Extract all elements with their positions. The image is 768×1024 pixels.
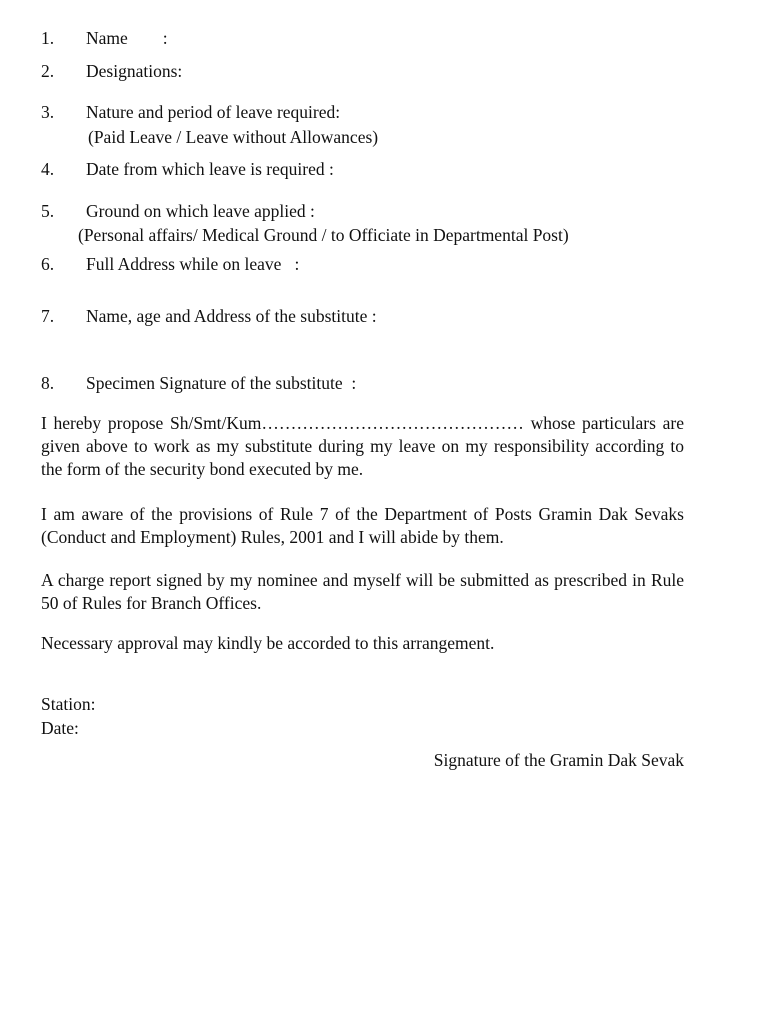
paragraph-proposal: I hereby propose Sh/Smt/Kum……………………………………… whose particulars are given above to work as my substitute during my leave on my responsibility according to the form of the security bond executed by me.: [41, 413, 684, 479]
item-number-6: 6.: [41, 254, 55, 274]
item-label-specimen-signature: Specimen Signature of the substitute :: [86, 373, 357, 393]
item-number-1: 1.: [41, 28, 55, 48]
item-number-2: 2.: [41, 61, 55, 81]
item-label-full-address: Full Address while on leave :: [86, 254, 300, 274]
signature-label: Signature of the Gramin Dak Sevak: [433, 750, 684, 770]
item-label-ground: Ground on which leave applied :: [86, 201, 315, 221]
date-label: Date:: [41, 718, 79, 738]
paragraph-approval-request: Necessary approval may kindly be accorded to this arrangement.: [41, 633, 495, 653]
item-sub-ground-options: (Personal affairs/ Medical Ground / to Officiate in Departmental Post): [78, 225, 569, 245]
item-label-substitute-details: Name, age and Address of the substitute :: [86, 306, 377, 326]
item-number-5: 5.: [41, 201, 55, 221]
item-number-7: 7.: [41, 306, 55, 326]
item-sub-leave-types: (Paid Leave / Leave without Allowances): [88, 127, 379, 147]
paragraph-rule-awareness: I am aware of the provisions of Rule 7 of the Department of Posts Gramin Dak Sevaks (Conduct and Employment) Rules, 2001 and I will abide by them.: [41, 504, 684, 547]
item-number-8: 8.: [41, 373, 55, 393]
paragraph-charge-report: A charge report signed by my nominee and myself will be submitted as prescribed in Rule 50 of Rules for Branch Offices.: [41, 570, 684, 613]
item-label-nature-of-leave: Nature and period of leave required:: [86, 102, 341, 122]
item-label-name: Name :: [86, 28, 168, 48]
item-label-designations: Designations:: [86, 61, 183, 81]
item-number-4: 4.: [41, 159, 55, 179]
station-label: Station:: [41, 694, 96, 714]
item-label-leave-date: Date from which leave is required :: [86, 159, 334, 179]
item-number-3: 3.: [41, 102, 55, 122]
